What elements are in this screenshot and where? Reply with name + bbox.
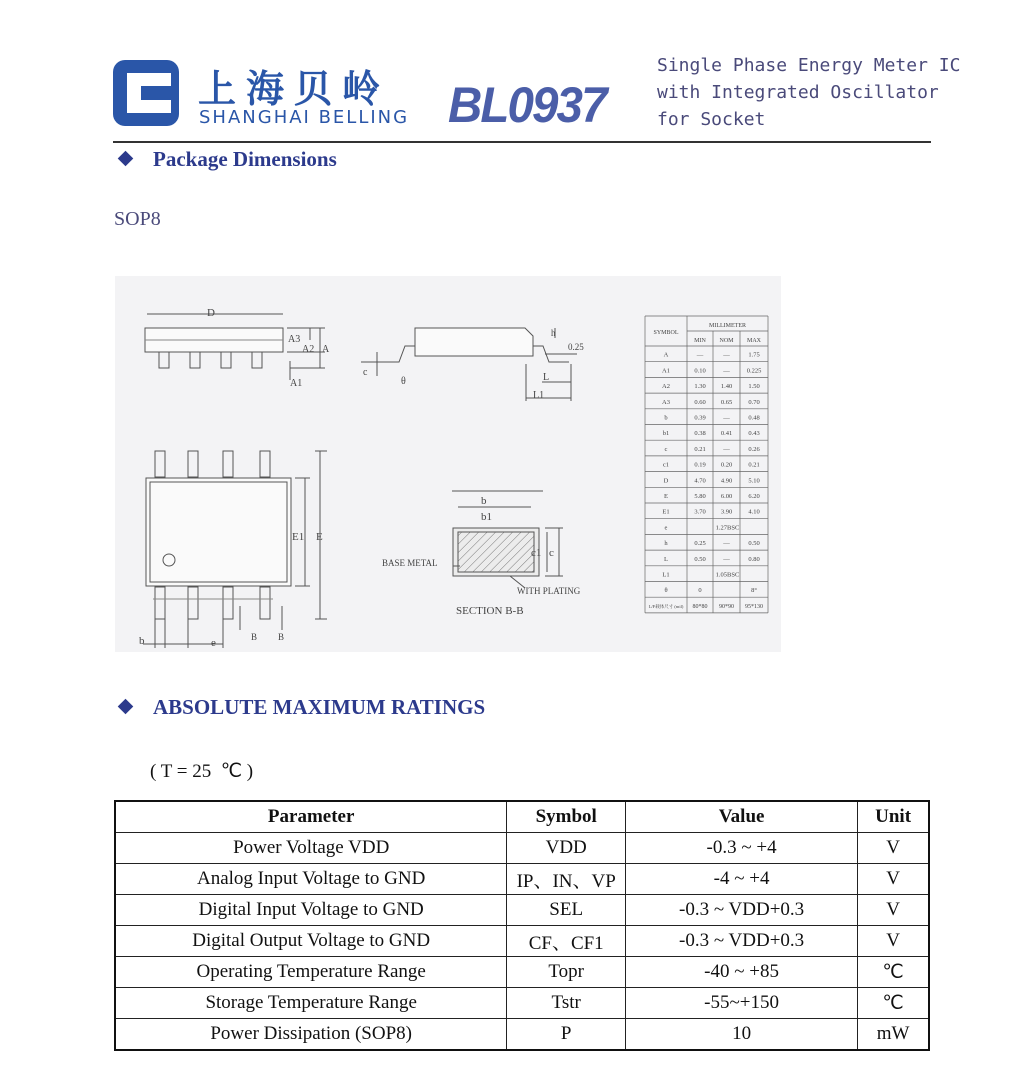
header-divider [113, 141, 931, 143]
label-L1: L1 [533, 390, 545, 401]
dim-table-value: — [723, 367, 730, 375]
dim-table-value: 0.80 [748, 555, 760, 563]
section-title: Package Dimensions [153, 147, 337, 171]
cell-symbol: Topr [507, 957, 626, 988]
dim-table-symbol: c1 [662, 461, 670, 469]
product-description [657, 52, 960, 133]
label-theta: θ [401, 376, 406, 387]
dim-table-value: 0 [698, 587, 702, 595]
dim-table-value: 1.27BSC [715, 524, 740, 532]
dim-table-value: 0.20 [720, 461, 733, 469]
dim-table-symbol: D [663, 477, 669, 485]
table-row [115, 988, 929, 1019]
package-outline-drawing [115, 276, 781, 652]
dim-table-value: 1.40 [720, 383, 733, 391]
dim-table-value: 0.225 [746, 367, 762, 375]
dim-table-value: 0.70 [748, 398, 760, 406]
dim-table-value: 95*130 [745, 603, 763, 610]
dim-table-symbol: E1 [662, 508, 670, 516]
dim-table-value: 0.41 [720, 430, 733, 438]
label-gauge: 0.25 [568, 342, 584, 352]
cell-unit: V [858, 864, 929, 895]
description-line: Single Phase Energy Meter IC [657, 55, 961, 76]
package-name: SOP8 [114, 208, 161, 230]
dim-table-value: 0.21 [748, 461, 760, 469]
dim-table-value: 0.38 [694, 430, 706, 438]
label-section-b1: b1 [481, 511, 492, 523]
dim-table-value: 80*80 [692, 603, 708, 610]
dim-table-value: 0.26 [748, 445, 760, 453]
dim-table-value: 0.21 [694, 445, 706, 453]
table-row [115, 957, 929, 988]
cell-value: -0.3 ~ +4 [626, 833, 858, 864]
belling-logo-icon [113, 60, 179, 126]
table-row [115, 1019, 929, 1051]
label-A3: A3 [288, 334, 301, 345]
dim-table-symbol: A3 [662, 398, 670, 406]
column-header: Unit [858, 801, 929, 833]
dim-table-symbol: b1 [662, 430, 670, 438]
table-row [115, 833, 929, 864]
label-h: h [551, 328, 556, 338]
dim-table-symbol-header: SYMBOL [653, 330, 679, 336]
cell-value: -55~+150 [626, 988, 858, 1019]
label-A: A [322, 344, 330, 355]
dim-table-value: 4.70 [694, 477, 706, 485]
table-row [115, 895, 929, 926]
dim-table-value: 8° [751, 587, 757, 595]
dim-table-symbol: h [664, 540, 668, 548]
cell-symbol: CF、CF1 [507, 926, 626, 957]
dim-table-value: — [723, 445, 730, 453]
ratings-table [114, 800, 930, 1051]
dim-table-value: 0.50 [748, 540, 760, 548]
cell-unit: V [858, 833, 929, 864]
cell-parameter: Power Dissipation (SOP8) [115, 1019, 507, 1051]
dimension-table [645, 316, 768, 613]
dim-table-symbol: L1 [662, 571, 670, 579]
section-title: ABSOLUTE MAXIMUM RATINGS [153, 695, 486, 719]
dim-table-value: 6.00 [720, 493, 733, 500]
dim-table-value: — [696, 351, 704, 359]
logo-chinese-name: 上海贝岭 [198, 67, 391, 111]
dim-table-symbol: A2 [662, 383, 670, 391]
label-E1: E1 [292, 531, 305, 543]
dim-table-value: 0.10 [694, 367, 706, 375]
dim-table-subheader: MAX [746, 338, 762, 344]
cell-parameter: Analog Input Voltage to GND [115, 864, 507, 895]
dim-table-value: 0.25 [694, 540, 706, 548]
label-section-bb: SECTION B-B [456, 605, 524, 617]
dim-table-value: 5.10 [748, 477, 760, 485]
dim-table-value: 1.50 [748, 383, 760, 391]
cell-unit: V [858, 895, 929, 926]
part-number: BL0937 [448, 77, 606, 133]
dim-table-subheader: MIN [694, 338, 706, 344]
column-header: Symbol [507, 801, 626, 833]
dim-table-value: 0.43 [748, 430, 760, 438]
dim-table-value: 3.90 [720, 508, 733, 516]
cell-unit: mW [858, 1019, 929, 1051]
label-A1: A1 [290, 378, 303, 389]
cell-parameter: Power Voltage VDD [115, 833, 507, 864]
table-header-row [115, 801, 929, 833]
table-row [115, 864, 929, 895]
cell-value: -4 ~ +4 [626, 864, 858, 895]
temperature-condition: ( T = 25 ℃ ) [150, 761, 254, 782]
dim-table-value: 6.20 [748, 493, 760, 500]
dim-table-value: 3.70 [694, 508, 706, 516]
dim-table-symbol: A [663, 351, 669, 359]
section-heading-package [117, 147, 337, 172]
label-B-right: B [278, 632, 285, 642]
label-L: L [543, 372, 550, 383]
label-c1: c1 [531, 547, 542, 559]
dim-table-value: 0.19 [694, 461, 706, 469]
dim-table-unit-header: MILLIMETER [709, 323, 746, 329]
column-header: Value [626, 801, 858, 833]
cell-parameter: Digital Output Voltage to GND [115, 926, 507, 957]
dim-table-symbol: c [664, 445, 668, 453]
label-section-c: c [549, 547, 554, 559]
label-E: E [316, 531, 323, 543]
label-with-plating: WITH PLATING [517, 586, 581, 596]
dim-table-value: — [723, 351, 730, 359]
diamond-bullet-icon [118, 699, 134, 715]
cell-symbol: SEL [507, 895, 626, 926]
column-header: Parameter [115, 801, 507, 833]
label-c: c [363, 367, 368, 378]
dim-table-symbol: L/F载体尺寸 (mil) [648, 603, 684, 609]
cell-value: -0.3 ~ VDD+0.3 [626, 926, 858, 957]
label-A2: A2 [302, 344, 315, 355]
dim-table-symbol: E [664, 493, 668, 500]
dim-table-value: — [723, 540, 730, 548]
cell-symbol: IP、IN、VP [507, 864, 626, 895]
cell-parameter: Operating Temperature Range [115, 957, 507, 988]
dim-table-subheader: NOM [719, 338, 734, 344]
dim-table-value: 5.80 [694, 493, 706, 500]
cell-parameter: Storage Temperature Range [115, 988, 507, 1019]
dim-table-value: 0.65 [720, 398, 733, 406]
diamond-bullet-icon [118, 151, 134, 167]
dim-table-symbol: b [664, 414, 668, 422]
label-base-metal: BASE METAL [382, 558, 438, 568]
description-line: with Integrated Oscillator [657, 82, 939, 103]
dim-table-value: 0.48 [748, 414, 760, 422]
cell-unit: ℃ [858, 988, 929, 1019]
cell-unit: V [858, 926, 929, 957]
dim-table-value: 4.10 [748, 508, 760, 516]
label-D: D [207, 307, 215, 319]
dim-table-symbol: A1 [662, 367, 670, 375]
cell-symbol: Tstr [507, 988, 626, 1019]
dim-table-symbol: e [664, 524, 668, 532]
cell-symbol: VDD [507, 833, 626, 864]
description-line: for Socket [657, 109, 766, 130]
dim-table-value: 90*90 [719, 603, 734, 610]
label-section-b: b [481, 495, 487, 507]
dim-table-value: 4.90 [720, 477, 733, 485]
dim-table-value: — [723, 414, 730, 422]
label-b: b [139, 635, 145, 647]
cell-symbol: P [507, 1019, 626, 1051]
cell-value: 10 [626, 1019, 858, 1051]
dim-table-value: 1.05BSC [715, 571, 740, 579]
cell-parameter: Digital Input Voltage to GND [115, 895, 507, 926]
logo-english-name: SHANGHAI BELLING [199, 107, 410, 128]
dim-table-value: — [723, 555, 730, 563]
cell-value: -0.3 ~ VDD+0.3 [626, 895, 858, 926]
dim-table-value: 0.60 [694, 398, 706, 406]
cell-unit: ℃ [858, 957, 929, 988]
label-e: e [211, 637, 216, 649]
dim-table-value: 1.30 [694, 383, 706, 391]
dim-table-symbol: θ [664, 587, 668, 595]
cell-value: -40 ~ +85 [626, 957, 858, 988]
dim-table-symbol: L [664, 555, 668, 563]
dim-table-value: 0.39 [694, 414, 706, 422]
dim-table-value: 1.75 [748, 351, 760, 359]
dim-table-value: 0.50 [694, 555, 706, 563]
label-B-left: B [251, 632, 258, 642]
section-heading-ratings [117, 695, 485, 720]
table-row [115, 926, 929, 957]
